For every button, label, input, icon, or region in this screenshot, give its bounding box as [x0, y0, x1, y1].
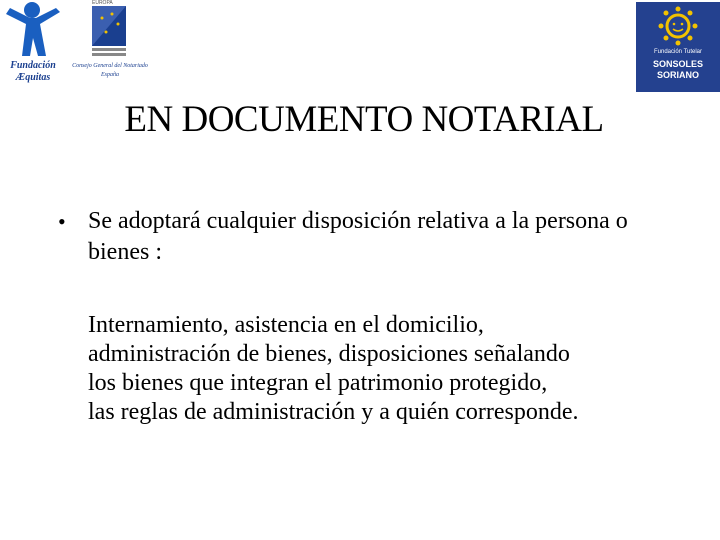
aequitas-logo-text-2: Æquitas	[15, 72, 51, 83]
slide-title: EN DOCUMENTO NOTARIAL	[124, 99, 604, 140]
bullet-text: Se adoptará cualquier disposición relativa a la persona o bienes :	[88, 208, 628, 265]
consejo-logo-text-1: Consejo General del Notariado	[72, 63, 148, 69]
fundacion-aequitas-logo	[2, 0, 64, 88]
aequitas-logo-text-1: Fundación	[10, 60, 56, 71]
sonsoles-logo-text-2: SONSOLES	[652, 59, 703, 69]
consejo-emblem-icon	[62, 0, 158, 62]
bullet-marker: •	[58, 209, 66, 234]
body-paragraph: Internamiento, asistencia en el domicilio, administración de bienes, disposiciones señalando los bienes que integran el patrimonio protegido, las reglas de administración y a quién corresponde.	[88, 312, 579, 425]
consejo-logo-text-2: España	[101, 72, 119, 78]
aequitas-figure-icon	[2, 0, 64, 60]
consejo-notariado-logo	[62, 0, 158, 84]
sonsoles-logo-text-3: SORIANO	[656, 70, 699, 80]
sonsoles-logo-text-1: Fundación Tutelar	[653, 49, 703, 55]
sonsoles-soriano-logo	[636, 2, 720, 92]
sun-icon	[636, 2, 720, 48]
consejo-logo-top-text: EUROPA	[92, 0, 113, 6]
